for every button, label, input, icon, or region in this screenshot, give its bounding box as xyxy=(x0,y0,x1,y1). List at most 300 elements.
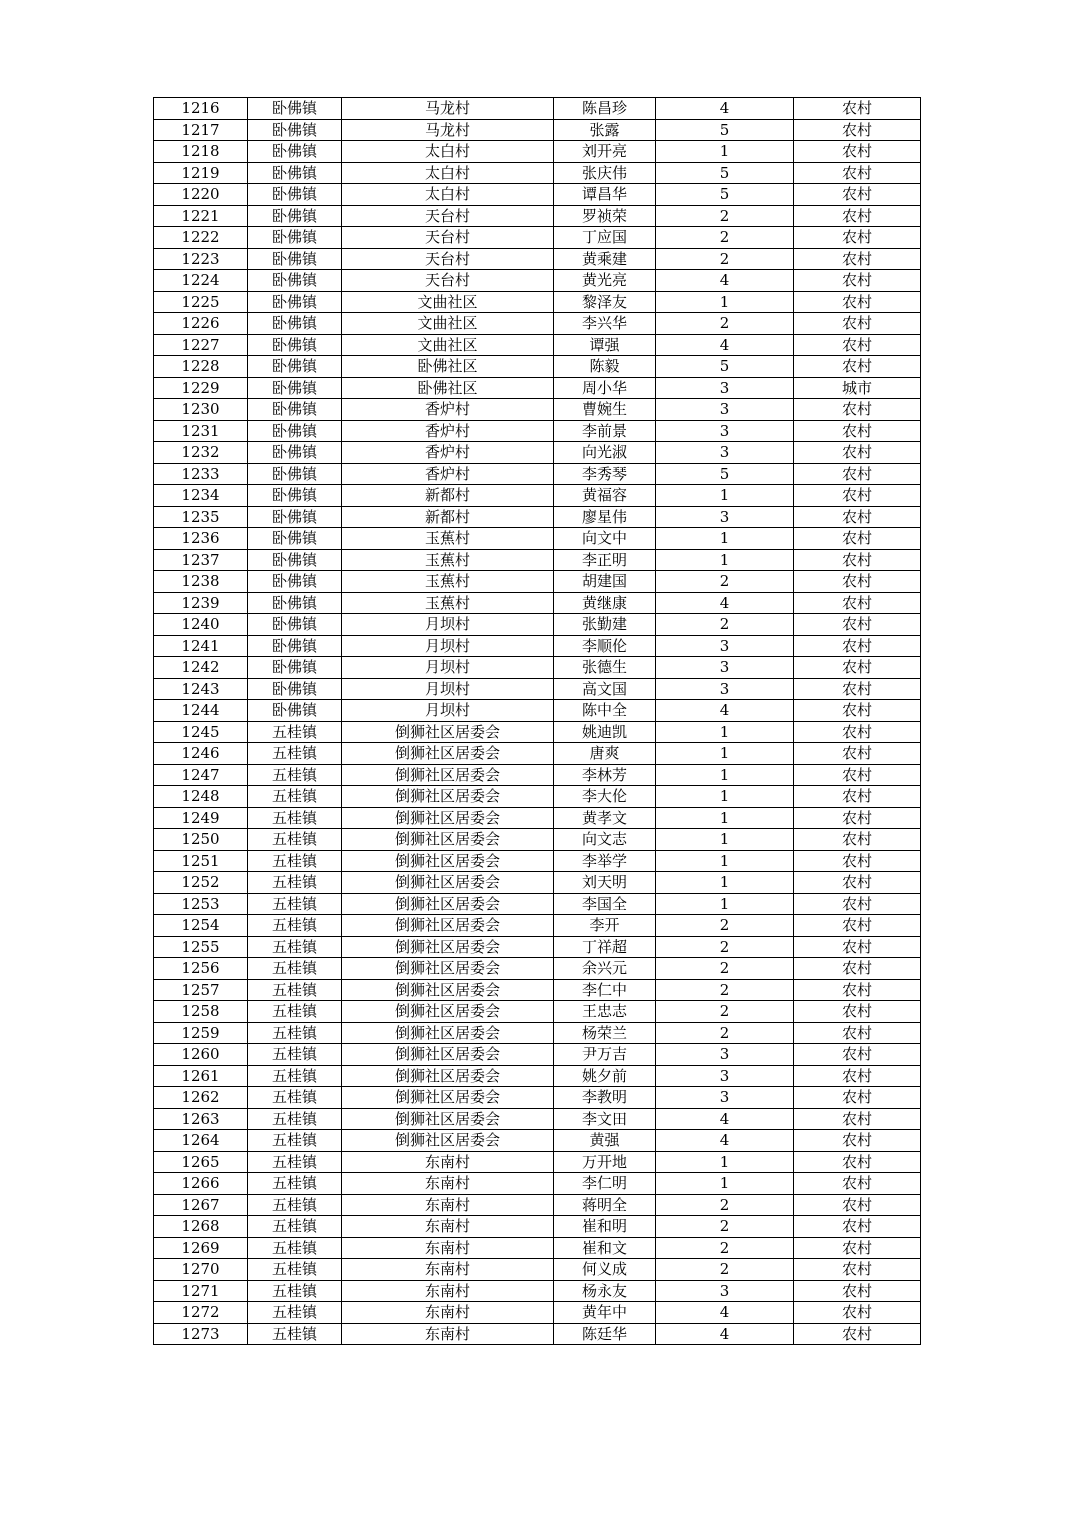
serial-number-cell: 1243 xyxy=(154,678,248,700)
village-cell: 倒狮社区居委会 xyxy=(342,1130,554,1152)
town-cell: 卧佛镇 xyxy=(248,184,342,206)
serial-number-cell: 1266 xyxy=(154,1173,248,1195)
town-cell: 卧佛镇 xyxy=(248,205,342,227)
serial-number-cell: 1256 xyxy=(154,958,248,980)
residence-type-cell: 农村 xyxy=(794,764,921,786)
village-cell: 倒狮社区居委会 xyxy=(342,1087,554,1109)
serial-number-cell: 1231 xyxy=(154,420,248,442)
household-count-cell: 1 xyxy=(656,893,794,915)
town-cell: 五桂镇 xyxy=(248,893,342,915)
serial-number-cell: 1240 xyxy=(154,614,248,636)
residence-type-cell: 农村 xyxy=(794,1216,921,1238)
household-count-cell: 1 xyxy=(656,807,794,829)
table-row xyxy=(154,1001,921,1023)
household-count-cell: 1 xyxy=(656,528,794,550)
serial-number-cell: 1235 xyxy=(154,506,248,528)
town-cell: 五桂镇 xyxy=(248,1323,342,1345)
serial-number-cell: 1228 xyxy=(154,356,248,378)
household-count-cell: 2 xyxy=(656,614,794,636)
household-count-cell: 2 xyxy=(656,1237,794,1259)
name-cell: 陈中全 xyxy=(554,700,656,722)
household-count-cell: 2 xyxy=(656,979,794,1001)
residence-type-cell: 农村 xyxy=(794,700,921,722)
residence-type-cell: 农村 xyxy=(794,614,921,636)
village-cell: 倒狮社区居委会 xyxy=(342,1001,554,1023)
name-cell: 李仁明 xyxy=(554,1173,656,1195)
serial-number-cell: 1217 xyxy=(154,119,248,141)
name-cell: 陈昌珍 xyxy=(554,98,656,120)
village-cell: 倒狮社区居委会 xyxy=(342,979,554,1001)
village-cell: 香炉村 xyxy=(342,442,554,464)
town-cell: 五桂镇 xyxy=(248,936,342,958)
village-cell: 倒狮社区居委会 xyxy=(342,743,554,765)
serial-number-cell: 1221 xyxy=(154,205,248,227)
village-cell: 天台村 xyxy=(342,205,554,227)
table-row xyxy=(154,205,921,227)
name-cell: 黄福容 xyxy=(554,485,656,507)
household-count-cell: 5 xyxy=(656,119,794,141)
residence-type-cell: 农村 xyxy=(794,721,921,743)
village-cell: 玉蕉村 xyxy=(342,571,554,593)
household-count-cell: 1 xyxy=(656,1151,794,1173)
name-cell: 张庆伟 xyxy=(554,162,656,184)
household-count-cell: 1 xyxy=(656,291,794,313)
name-cell: 向文志 xyxy=(554,829,656,851)
village-cell: 倒狮社区居委会 xyxy=(342,764,554,786)
town-cell: 卧佛镇 xyxy=(248,399,342,421)
table-row xyxy=(154,1065,921,1087)
serial-number-cell: 1230 xyxy=(154,399,248,421)
name-cell: 何义成 xyxy=(554,1259,656,1281)
name-cell: 向光淑 xyxy=(554,442,656,464)
name-cell: 李前景 xyxy=(554,420,656,442)
name-cell: 李仁中 xyxy=(554,979,656,1001)
serial-number-cell: 1236 xyxy=(154,528,248,550)
village-cell: 月坝村 xyxy=(342,678,554,700)
serial-number-cell: 1224 xyxy=(154,270,248,292)
name-cell: 李正明 xyxy=(554,549,656,571)
serial-number-cell: 1237 xyxy=(154,549,248,571)
name-cell: 丁应国 xyxy=(554,227,656,249)
residence-type-cell: 农村 xyxy=(794,98,921,120)
table-row xyxy=(154,119,921,141)
household-count-cell: 2 xyxy=(656,248,794,270)
table-row xyxy=(154,248,921,270)
serial-number-cell: 1253 xyxy=(154,893,248,915)
name-cell: 黄继康 xyxy=(554,592,656,614)
town-cell: 五桂镇 xyxy=(248,1022,342,1044)
table-row xyxy=(154,635,921,657)
town-cell: 卧佛镇 xyxy=(248,334,342,356)
household-count-cell: 1 xyxy=(656,743,794,765)
household-count-cell: 4 xyxy=(656,1108,794,1130)
residence-type-cell: 农村 xyxy=(794,162,921,184)
serial-number-cell: 1260 xyxy=(154,1044,248,1066)
table-row xyxy=(154,915,921,937)
name-cell: 黎泽友 xyxy=(554,291,656,313)
town-cell: 五桂镇 xyxy=(248,1216,342,1238)
table-row xyxy=(154,1216,921,1238)
table-row xyxy=(154,549,921,571)
town-cell: 卧佛镇 xyxy=(248,571,342,593)
table-row xyxy=(154,721,921,743)
village-cell: 玉蕉村 xyxy=(342,549,554,571)
town-cell: 五桂镇 xyxy=(248,807,342,829)
serial-number-cell: 1250 xyxy=(154,829,248,851)
table-row xyxy=(154,1173,921,1195)
table-row xyxy=(154,270,921,292)
name-cell: 廖星伟 xyxy=(554,506,656,528)
village-cell: 倒狮社区居委会 xyxy=(342,872,554,894)
village-cell: 文曲社区 xyxy=(342,334,554,356)
village-cell: 倒狮社区居委会 xyxy=(342,721,554,743)
residence-type-cell: 农村 xyxy=(794,420,921,442)
table-row xyxy=(154,829,921,851)
table-row xyxy=(154,356,921,378)
household-count-cell: 2 xyxy=(656,936,794,958)
town-cell: 五桂镇 xyxy=(248,1001,342,1023)
table-row xyxy=(154,377,921,399)
table-row xyxy=(154,528,921,550)
table-row xyxy=(154,313,921,335)
residence-type-cell: 农村 xyxy=(794,872,921,894)
table-row xyxy=(154,227,921,249)
town-cell: 五桂镇 xyxy=(248,1108,342,1130)
residence-type-cell: 农村 xyxy=(794,549,921,571)
name-cell: 余兴元 xyxy=(554,958,656,980)
household-count-cell: 2 xyxy=(656,1194,794,1216)
town-cell: 卧佛镇 xyxy=(248,549,342,571)
household-count-cell: 2 xyxy=(656,1259,794,1281)
household-count-cell: 2 xyxy=(656,205,794,227)
residence-type-cell: 农村 xyxy=(794,485,921,507)
serial-number-cell: 1257 xyxy=(154,979,248,1001)
name-cell: 黄孝文 xyxy=(554,807,656,829)
serial-number-cell: 1223 xyxy=(154,248,248,270)
serial-number-cell: 1269 xyxy=(154,1237,248,1259)
village-cell: 东南村 xyxy=(342,1173,554,1195)
village-cell: 倒狮社区居委会 xyxy=(342,958,554,980)
household-count-cell: 2 xyxy=(656,227,794,249)
serial-number-cell: 1272 xyxy=(154,1302,248,1324)
serial-number-cell: 1226 xyxy=(154,313,248,335)
household-count-cell: 1 xyxy=(656,721,794,743)
town-cell: 卧佛镇 xyxy=(248,635,342,657)
residence-type-cell: 农村 xyxy=(794,592,921,614)
table-row xyxy=(154,979,921,1001)
village-cell: 马龙村 xyxy=(342,98,554,120)
village-cell: 倒狮社区居委会 xyxy=(342,786,554,808)
household-count-cell: 1 xyxy=(656,141,794,163)
table-row xyxy=(154,936,921,958)
residence-type-cell: 农村 xyxy=(794,334,921,356)
residence-type-cell: 农村 xyxy=(794,678,921,700)
residence-type-cell: 农村 xyxy=(794,227,921,249)
residence-type-cell: 农村 xyxy=(794,141,921,163)
town-cell: 五桂镇 xyxy=(248,979,342,1001)
serial-number-cell: 1267 xyxy=(154,1194,248,1216)
table-row xyxy=(154,850,921,872)
household-count-cell: 1 xyxy=(656,549,794,571)
town-cell: 卧佛镇 xyxy=(248,678,342,700)
household-count-cell: 4 xyxy=(656,1323,794,1345)
residence-type-cell: 农村 xyxy=(794,270,921,292)
name-cell: 李举学 xyxy=(554,850,656,872)
residence-type-cell: 农村 xyxy=(794,528,921,550)
serial-number-cell: 1233 xyxy=(154,463,248,485)
village-cell: 文曲社区 xyxy=(342,291,554,313)
residence-type-cell: 农村 xyxy=(794,829,921,851)
town-cell: 卧佛镇 xyxy=(248,614,342,636)
town-cell: 卧佛镇 xyxy=(248,119,342,141)
village-cell: 香炉村 xyxy=(342,420,554,442)
residence-type-cell: 农村 xyxy=(794,1280,921,1302)
residence-type-cell: 农村 xyxy=(794,743,921,765)
serial-number-cell: 1227 xyxy=(154,334,248,356)
residence-type-cell: 农村 xyxy=(794,807,921,829)
village-cell: 太白村 xyxy=(342,162,554,184)
household-count-cell: 4 xyxy=(656,1302,794,1324)
residence-type-cell: 农村 xyxy=(794,1151,921,1173)
household-count-cell: 4 xyxy=(656,1130,794,1152)
town-cell: 卧佛镇 xyxy=(248,162,342,184)
table-row xyxy=(154,1194,921,1216)
table-row xyxy=(154,334,921,356)
residence-type-cell: 农村 xyxy=(794,893,921,915)
town-cell: 卧佛镇 xyxy=(248,442,342,464)
serial-number-cell: 1264 xyxy=(154,1130,248,1152)
household-count-cell: 1 xyxy=(656,829,794,851)
residence-type-cell: 农村 xyxy=(794,1323,921,1345)
residence-type-cell: 农村 xyxy=(794,463,921,485)
household-count-cell: 2 xyxy=(656,313,794,335)
table-row xyxy=(154,1259,921,1281)
village-cell: 倒狮社区居委会 xyxy=(342,829,554,851)
serial-number-cell: 1251 xyxy=(154,850,248,872)
household-count-cell: 4 xyxy=(656,270,794,292)
serial-number-cell: 1265 xyxy=(154,1151,248,1173)
name-cell: 李文田 xyxy=(554,1108,656,1130)
serial-number-cell: 1244 xyxy=(154,700,248,722)
serial-number-cell: 1229 xyxy=(154,377,248,399)
roster-table xyxy=(153,97,921,1345)
name-cell: 杨荣兰 xyxy=(554,1022,656,1044)
residence-type-cell: 城市 xyxy=(794,377,921,399)
village-cell: 天台村 xyxy=(342,270,554,292)
name-cell: 黄年中 xyxy=(554,1302,656,1324)
serial-number-cell: 1248 xyxy=(154,786,248,808)
household-count-cell: 5 xyxy=(656,162,794,184)
serial-number-cell: 1246 xyxy=(154,743,248,765)
serial-number-cell: 1247 xyxy=(154,764,248,786)
table-row xyxy=(154,958,921,980)
name-cell: 崔和文 xyxy=(554,1237,656,1259)
residence-type-cell: 农村 xyxy=(794,399,921,421)
household-count-cell: 3 xyxy=(656,1087,794,1109)
name-cell: 王忠志 xyxy=(554,1001,656,1023)
name-cell: 曹婉生 xyxy=(554,399,656,421)
village-cell: 倒狮社区居委会 xyxy=(342,893,554,915)
town-cell: 卧佛镇 xyxy=(248,528,342,550)
serial-number-cell: 1268 xyxy=(154,1216,248,1238)
table-row xyxy=(154,1323,921,1345)
table-row xyxy=(154,141,921,163)
residence-type-cell: 农村 xyxy=(794,936,921,958)
table-row xyxy=(154,162,921,184)
name-cell: 李教明 xyxy=(554,1087,656,1109)
village-cell: 东南村 xyxy=(342,1302,554,1324)
village-cell: 新都村 xyxy=(342,506,554,528)
serial-number-cell: 1220 xyxy=(154,184,248,206)
serial-number-cell: 1263 xyxy=(154,1108,248,1130)
serial-number-cell: 1259 xyxy=(154,1022,248,1044)
serial-number-cell: 1219 xyxy=(154,162,248,184)
residence-type-cell: 农村 xyxy=(794,1237,921,1259)
name-cell: 李兴华 xyxy=(554,313,656,335)
name-cell: 李林芳 xyxy=(554,764,656,786)
household-count-cell: 1 xyxy=(656,485,794,507)
table-row xyxy=(154,506,921,528)
residence-type-cell: 农村 xyxy=(794,1044,921,1066)
name-cell: 蒋明全 xyxy=(554,1194,656,1216)
name-cell: 李国全 xyxy=(554,893,656,915)
village-cell: 倒狮社区居委会 xyxy=(342,1108,554,1130)
village-cell: 新都村 xyxy=(342,485,554,507)
town-cell: 五桂镇 xyxy=(248,1130,342,1152)
table-row xyxy=(154,1022,921,1044)
town-cell: 卧佛镇 xyxy=(248,420,342,442)
name-cell: 唐爽 xyxy=(554,743,656,765)
name-cell: 胡建国 xyxy=(554,571,656,593)
table-row xyxy=(154,764,921,786)
household-count-cell: 5 xyxy=(656,463,794,485)
household-count-cell: 2 xyxy=(656,1001,794,1023)
serial-number-cell: 1234 xyxy=(154,485,248,507)
table-row xyxy=(154,678,921,700)
village-cell: 东南村 xyxy=(342,1280,554,1302)
serial-number-cell: 1262 xyxy=(154,1087,248,1109)
town-cell: 五桂镇 xyxy=(248,764,342,786)
table-row xyxy=(154,1044,921,1066)
serial-number-cell: 1261 xyxy=(154,1065,248,1087)
residence-type-cell: 农村 xyxy=(794,915,921,937)
village-cell: 文曲社区 xyxy=(342,313,554,335)
table-row xyxy=(154,1087,921,1109)
village-cell: 太白村 xyxy=(342,141,554,163)
town-cell: 卧佛镇 xyxy=(248,377,342,399)
residence-type-cell: 农村 xyxy=(794,850,921,872)
residence-type-cell: 农村 xyxy=(794,1259,921,1281)
table-row xyxy=(154,1237,921,1259)
town-cell: 五桂镇 xyxy=(248,1087,342,1109)
name-cell: 杨永友 xyxy=(554,1280,656,1302)
table-row xyxy=(154,291,921,313)
village-cell: 东南村 xyxy=(342,1216,554,1238)
town-cell: 五桂镇 xyxy=(248,743,342,765)
village-cell: 天台村 xyxy=(342,248,554,270)
town-cell: 卧佛镇 xyxy=(248,463,342,485)
table-row xyxy=(154,592,921,614)
serial-number-cell: 1252 xyxy=(154,872,248,894)
town-cell: 五桂镇 xyxy=(248,1151,342,1173)
town-cell: 五桂镇 xyxy=(248,958,342,980)
table-row xyxy=(154,1280,921,1302)
name-cell: 罗祯荣 xyxy=(554,205,656,227)
name-cell: 刘开亮 xyxy=(554,141,656,163)
serial-number-cell: 1249 xyxy=(154,807,248,829)
village-cell: 马龙村 xyxy=(342,119,554,141)
residence-type-cell: 农村 xyxy=(794,313,921,335)
name-cell: 刘天明 xyxy=(554,872,656,894)
residence-type-cell: 农村 xyxy=(794,1108,921,1130)
town-cell: 五桂镇 xyxy=(248,1065,342,1087)
table-row xyxy=(154,1130,921,1152)
serial-number-cell: 1238 xyxy=(154,571,248,593)
village-cell: 倒狮社区居委会 xyxy=(342,915,554,937)
town-cell: 五桂镇 xyxy=(248,1044,342,1066)
name-cell: 崔和明 xyxy=(554,1216,656,1238)
village-cell: 香炉村 xyxy=(342,463,554,485)
table-row xyxy=(154,184,921,206)
village-cell: 卧佛社区 xyxy=(342,356,554,378)
town-cell: 卧佛镇 xyxy=(248,700,342,722)
name-cell: 谭昌华 xyxy=(554,184,656,206)
town-cell: 卧佛镇 xyxy=(248,227,342,249)
village-cell: 倒狮社区居委会 xyxy=(342,1022,554,1044)
household-count-cell: 2 xyxy=(656,1216,794,1238)
village-cell: 东南村 xyxy=(342,1151,554,1173)
residence-type-cell: 农村 xyxy=(794,1087,921,1109)
household-count-cell: 3 xyxy=(656,420,794,442)
village-cell: 卧佛社区 xyxy=(342,377,554,399)
household-count-cell: 1 xyxy=(656,786,794,808)
household-count-cell: 4 xyxy=(656,592,794,614)
residence-type-cell: 农村 xyxy=(794,442,921,464)
residence-type-cell: 农村 xyxy=(794,506,921,528)
household-count-cell: 1 xyxy=(656,872,794,894)
village-cell: 玉蕉村 xyxy=(342,592,554,614)
town-cell: 五桂镇 xyxy=(248,721,342,743)
serial-number-cell: 1225 xyxy=(154,291,248,313)
village-cell: 月坝村 xyxy=(342,657,554,679)
name-cell: 向文中 xyxy=(554,528,656,550)
household-count-cell: 1 xyxy=(656,850,794,872)
town-cell: 五桂镇 xyxy=(248,1194,342,1216)
residence-type-cell: 农村 xyxy=(794,657,921,679)
town-cell: 卧佛镇 xyxy=(248,248,342,270)
household-count-cell: 2 xyxy=(656,915,794,937)
residence-type-cell: 农村 xyxy=(794,786,921,808)
table-row xyxy=(154,98,921,120)
household-count-cell: 3 xyxy=(656,442,794,464)
household-count-cell: 3 xyxy=(656,635,794,657)
residence-type-cell: 农村 xyxy=(794,979,921,1001)
name-cell: 谭强 xyxy=(554,334,656,356)
village-cell: 东南村 xyxy=(342,1237,554,1259)
serial-number-cell: 1270 xyxy=(154,1259,248,1281)
name-cell: 黄乘建 xyxy=(554,248,656,270)
village-cell: 倒狮社区居委会 xyxy=(342,807,554,829)
residence-type-cell: 农村 xyxy=(794,356,921,378)
household-count-cell: 2 xyxy=(656,1022,794,1044)
name-cell: 张露 xyxy=(554,119,656,141)
name-cell: 陈毅 xyxy=(554,356,656,378)
residence-type-cell: 农村 xyxy=(794,119,921,141)
town-cell: 五桂镇 xyxy=(248,1259,342,1281)
village-cell: 倒狮社区居委会 xyxy=(342,1065,554,1087)
residence-type-cell: 农村 xyxy=(794,248,921,270)
town-cell: 五桂镇 xyxy=(248,850,342,872)
